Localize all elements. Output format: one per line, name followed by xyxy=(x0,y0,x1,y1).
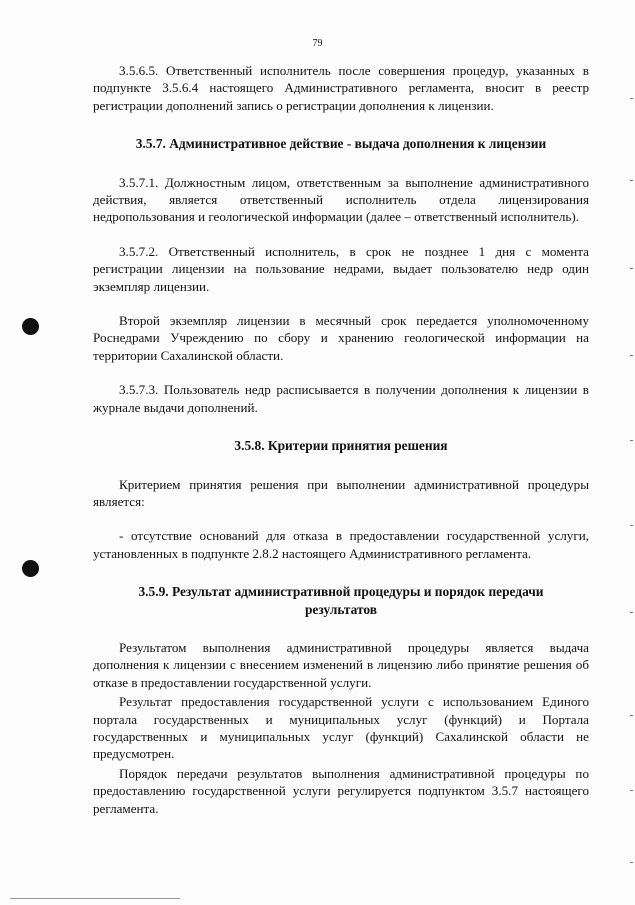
edge-mark xyxy=(630,525,633,526)
paragraph-result: Результатом выполнения административной процедуры является выдача дополнения к лицензии с внесением изменений в лицензию либо принятие решения об отказе в предоставлении государственной услуги. xyxy=(93,639,589,690)
paragraph-portal-result: Результат предоставления государственной услуги с использованием Единого портала государственных и муниципальных услуг (функций) и Портала государственных и муниципальных услуг (функций) Сахалинской области не предусмотрен. xyxy=(93,694,589,762)
edge-mark xyxy=(630,862,633,863)
paragraph-second-copy: Второй экземпляр лицензии в месячный срок передается уполномоченному Роснедрами Учреждению по сбору и хранению геологической информации на территории Сахалинской области. xyxy=(93,313,589,363)
edge-mark xyxy=(630,612,633,613)
heading-3-5-7: 3.5.7. Административное действие - выдача дополнения к лицензии xyxy=(135,136,547,152)
edge-mark xyxy=(630,355,633,356)
document-body xyxy=(93,62,589,817)
paragraph-3-5-7-2: 3.5.7.2. Ответственный исполнитель, в срок не позднее 1 дня с момента регистрации лицензии на пользование недрами, выдает пользователю недр один экземпляр лицензии. xyxy=(93,243,589,294)
edge-mark xyxy=(630,98,633,99)
edge-mark xyxy=(630,715,633,716)
page-number: 79 xyxy=(312,38,323,49)
heading-3-5-9: 3.5.9. Результат административной процедуры и порядок передачи результатов xyxy=(138,584,544,617)
scan-artifact-line xyxy=(10,898,180,899)
paragraph-transfer-order: Порядок передачи результатов выполнения административной процедуры по предоставлению государственной услуги регулируется подпунктом 3.5.7 настоящего регламента. xyxy=(93,765,589,816)
paragraph-3-5-7-3: 3.5.7.3. Пользователь недр расписывается в получении дополнения к лицензии в журнале выдачи дополнений. xyxy=(93,382,589,415)
paragraph-3-5-7-1: 3.5.7.1. Должностным лицом, ответственным за выполнение административного действия, является ответственный исполнитель отдела лицензирования недропользования и геологической информации (далее – ответственный исполнитель). xyxy=(93,174,589,225)
edge-mark xyxy=(630,268,633,269)
binder-hole-bottom xyxy=(22,560,39,577)
binder-hole-top xyxy=(22,318,39,335)
edge-mark xyxy=(630,790,633,791)
edge-mark xyxy=(630,180,633,181)
paragraph-criterion: Критерием принятия решения при выполнении административной процедуры является: xyxy=(93,476,589,509)
paragraph-3-5-6-5: 3.5.6.5. Ответственный исполнитель после совершения процедур, указанных в подпункте 3.5.6.4 настоящего Административного регламента, вносит в реестр регистрации дополнений запись о регистрации дополнения к лицензии. xyxy=(93,63,589,113)
paragraph-criterion-item: - отсутствие оснований для отказа в предоставлении государственной услуги, установленных в подпункте 2.8.2 настоящего Административного регламента. xyxy=(93,528,589,561)
edge-mark xyxy=(630,440,633,441)
heading-3-5-8: 3.5.8. Критерии принятия решения xyxy=(234,438,448,454)
